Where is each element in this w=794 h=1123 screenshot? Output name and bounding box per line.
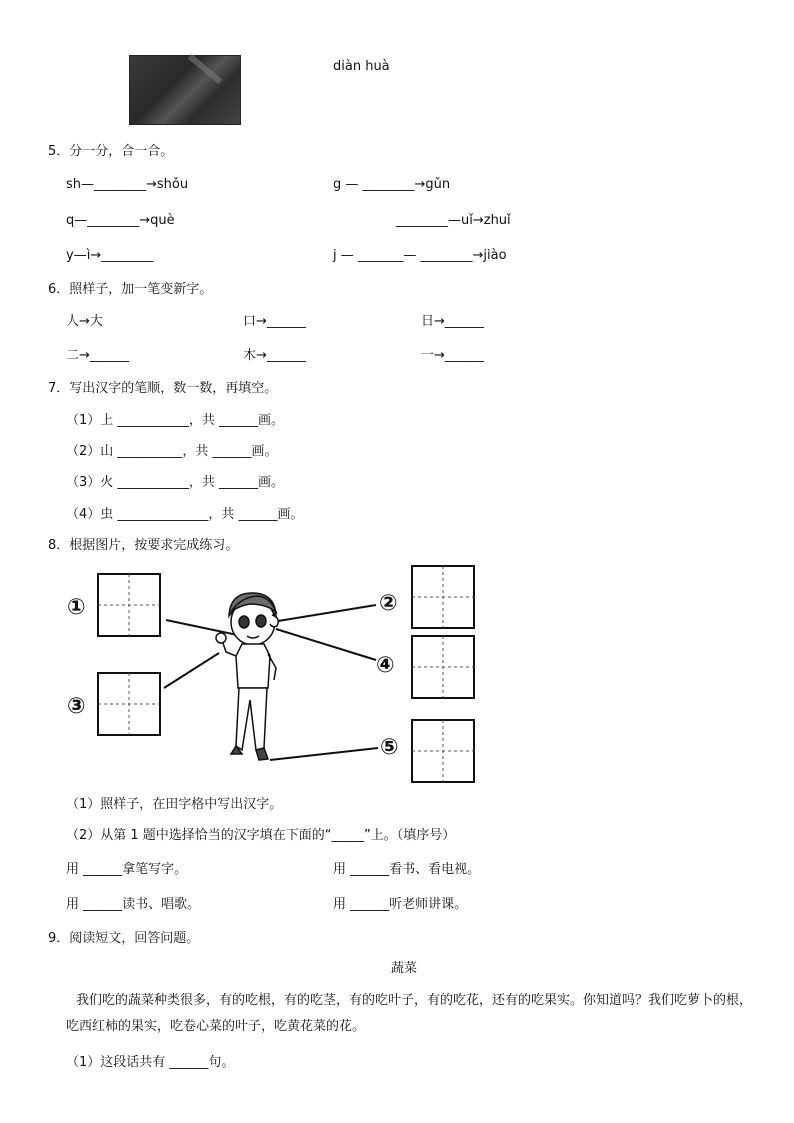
label-1: ①	[67, 595, 86, 620]
q8-fill-item: 用 ______读书、唱歌。	[66, 897, 201, 912]
q8-fill-item: 用 ______拿笔写字。	[66, 862, 188, 877]
q5-row1-left: sh—________→shǒu	[66, 177, 189, 192]
q8-sub1: （1）照样子，在田字格中写出汉字。	[66, 797, 283, 812]
label-3: ③	[67, 694, 86, 719]
q9-title: 9．阅读短文，回答问题。	[48, 931, 200, 946]
q8-fill-item: 用 ______看书、看电视。	[333, 862, 481, 877]
q5-row1-right: g — ________→gǔn	[333, 177, 451, 192]
q5-title: 5．分一分，合一合。	[48, 144, 174, 159]
q6-item: 二→______	[66, 348, 129, 363]
q6-item: 人→大	[66, 314, 103, 329]
passage-title: 蔬菜	[391, 961, 418, 976]
q5-row3-right: j — _______— ________→jiào	[333, 248, 507, 263]
q7-item: （3）火 ___________，共 ______画。	[66, 475, 285, 490]
q6-title: 6．照样子，加一笔变新字。	[48, 282, 213, 297]
q7-item: （1）上 ___________，共 ______画。	[66, 413, 285, 428]
q7-item: （4）虫 ______________，共 ______画。	[66, 507, 304, 522]
passage-text: 我们吃的蔬菜种类很多，有的吃根，有的吃茎，有的吃叶子，有的吃花，还有的吃果实。你知道吗？我们吃萝卜的根，吃西红柿的果实，吃卷心菜的叶子，吃黄花菜的花。	[66, 993, 753, 1034]
q5-row2-left: q—________→què	[66, 213, 175, 228]
q8-sub2: （2）从第 1 题中选择恰当的汉字填在下面的“_____”上。（填序号）	[66, 828, 456, 843]
q8-fill-item: 用 ______听老师讲课。	[333, 897, 468, 912]
telephone-photo	[129, 55, 241, 125]
q8-title: 8．根据图片，按要求完成练习。	[48, 538, 239, 553]
q4-pinyin: diàn huà	[333, 59, 390, 74]
label-5: ⑤	[380, 735, 399, 760]
q6-item: 日→______	[421, 314, 484, 329]
label-4: ④	[376, 653, 395, 678]
q6-item: 木→______	[243, 348, 306, 363]
q5-row3-left: y—ì→________	[66, 248, 154, 263]
q5-row2-right: ________—uǐ→zhuǐ	[396, 213, 511, 228]
q6-item: 一→______	[421, 348, 484, 363]
label-2: ②	[379, 591, 398, 616]
body-parts-figure	[0, 560, 794, 785]
boy-illustration	[216, 593, 278, 760]
q6-item: 口→______	[243, 314, 306, 329]
q9-sub1: （1）这段话共有 ______句。	[66, 1055, 235, 1070]
q7-title: 7．写出汉字的笔顺，数一数，再填空。	[48, 381, 278, 396]
q7-item: （2）山 __________，共 ______画。	[66, 444, 278, 459]
